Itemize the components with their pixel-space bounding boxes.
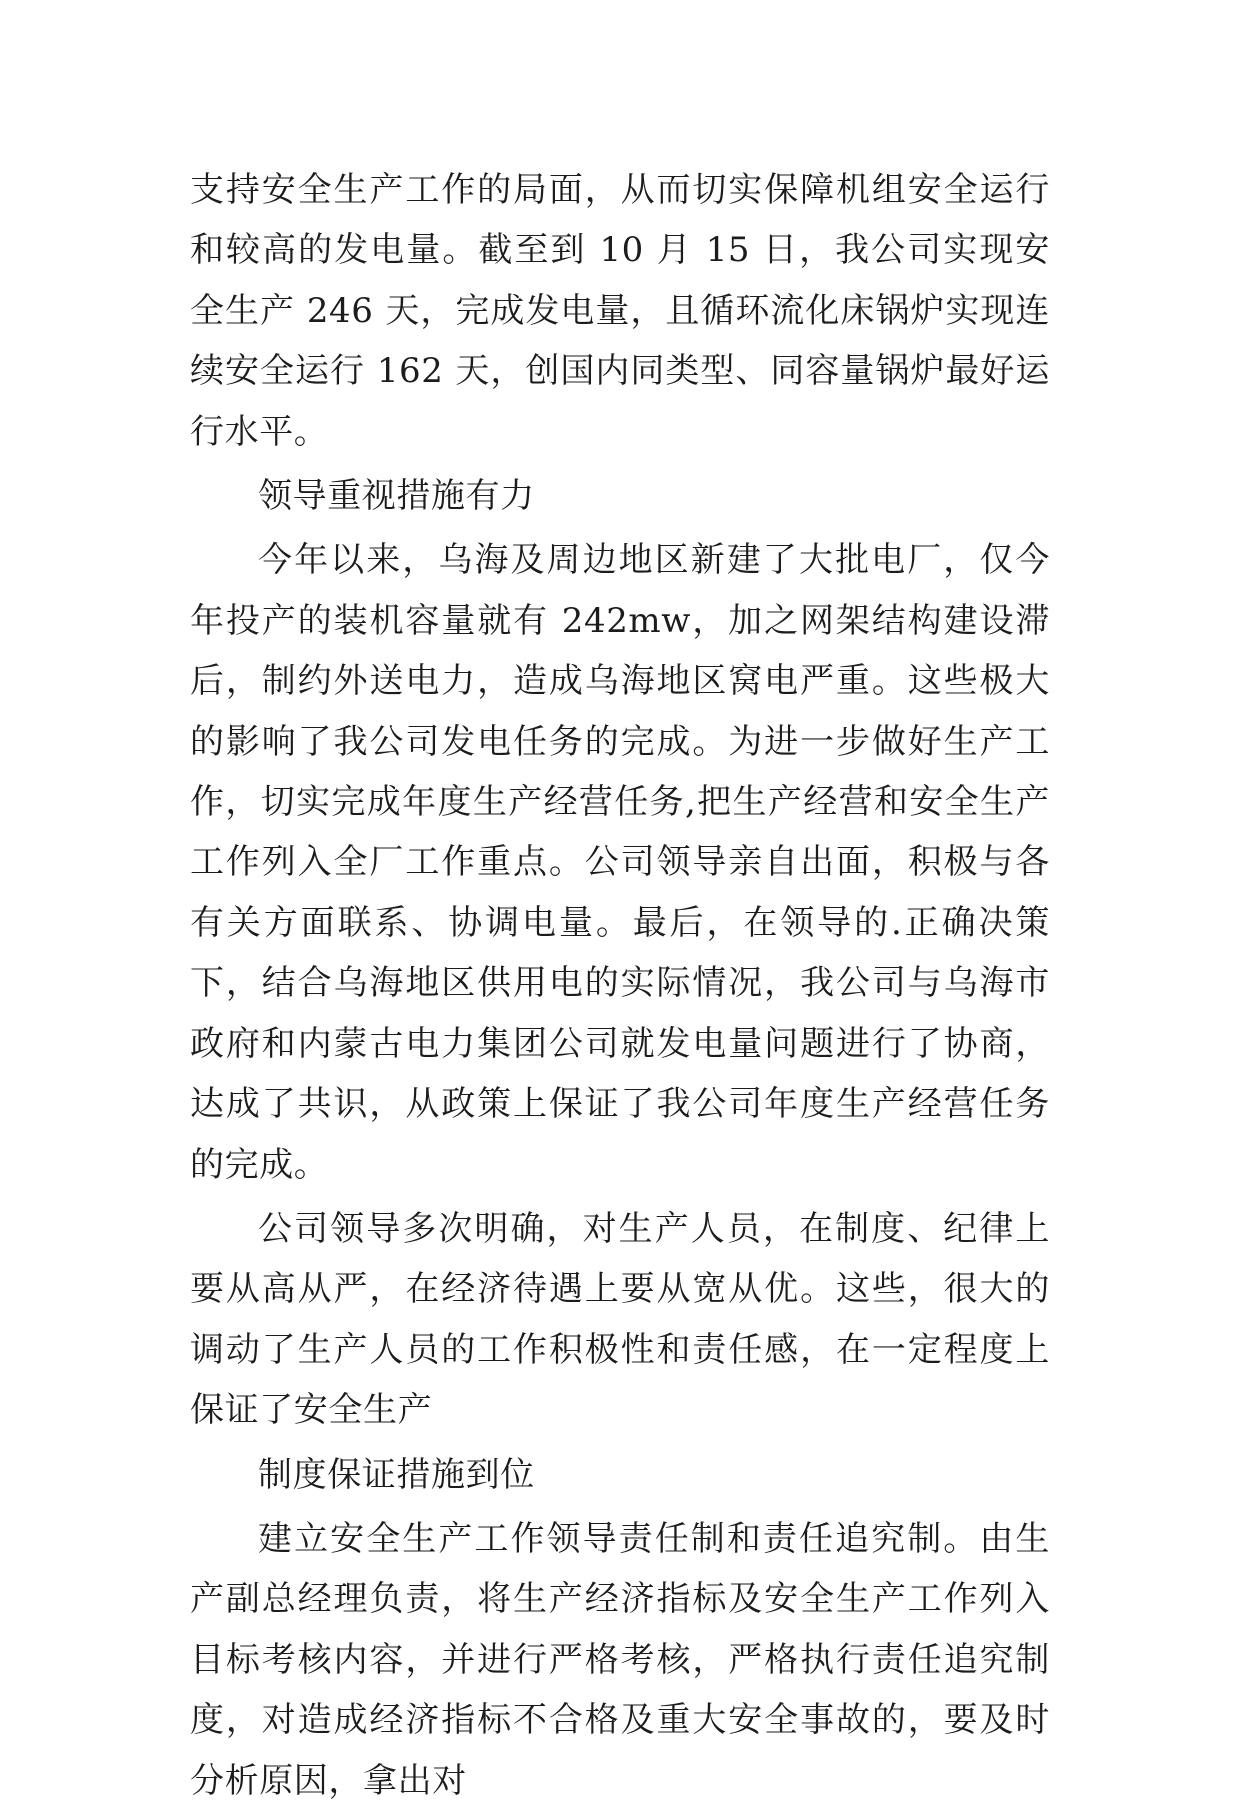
paragraph-leadership-details: 今年以来，乌海及周边地区新建了大批电厂，仅今年投产的装机容量就有 242mw，加之网架结构建设滞后，制约外送电力，造成乌海地区窝电严重。这些极大的影响了我公司发电任务的完成。为进一步做好生产工作，切实完成年度生产经营任务,把生产经营和安全生产工作列入全厂工作重点。公司领导亲自出面，积极与各有关方面联系、协调电量。最后，在领导的.正确决策下，结合乌海地区供用电的实际情况，我公司与乌海市政府和内蒙古电力集团公司就发电量问题进行了协商，达成了共识，从政策上保证了我公司年度生产经营任务的完成。 — [190, 540, 1050, 1185]
document-body — [190, 160, 1050, 1811]
paragraph-responsibility-system: 建立安全生产工作领导责任制和责任追究制。由生产副总经理负责，将生产经济指标及安全生产工作列入目标考核内容，并进行严格考核，严格执行责任追究制度，对造成经济指标不合格及重大安全事故的，要及时分析原因，拿出对 — [190, 1518, 1050, 1801]
section-heading-system: 制度保证措施到位 — [258, 1454, 535, 1495]
section-heading-leadership: 领导重视措施有力 — [258, 476, 535, 517]
paragraph-staff-incentives: 公司领导多次明确，对生产人员，在制度、纪律上要从高从严，在经济待遇上要从宽从优。这些，很大的调动了生产人员的工作积极性和责任感，在一定程度上保证了安全生产 — [190, 1208, 1050, 1431]
paragraph-continuation: 支持安全生产工作的局面，从而切实保障机组安全运行和较高的发电量。截至到 10 月 15 日，我公司实现安全生产 246 天，完成发电量，且循环流化床锅炉实现连续安全运行 162 天，创国内同类型、同容量锅炉最好运行水平。 — [190, 170, 1050, 452]
